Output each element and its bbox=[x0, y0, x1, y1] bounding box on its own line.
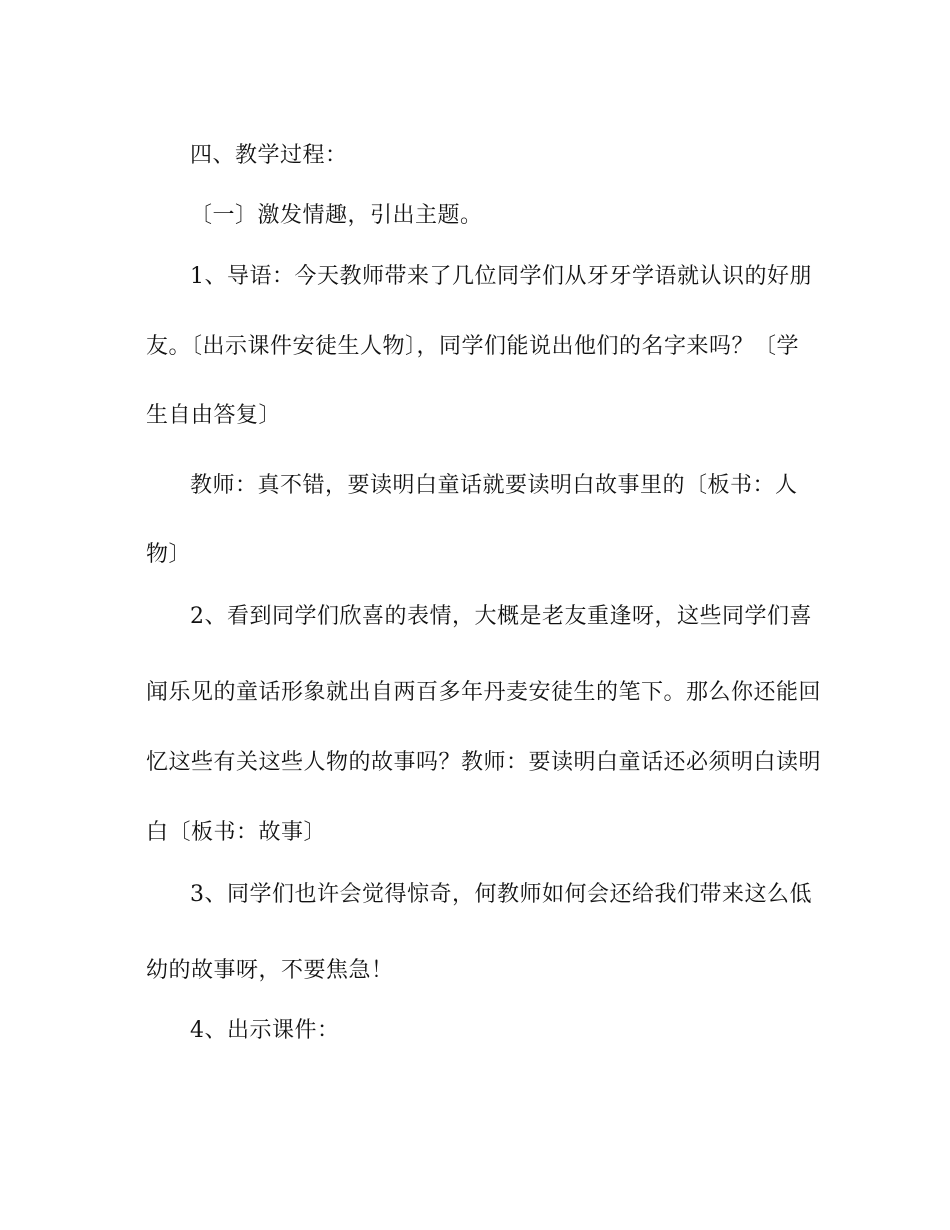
paragraph-line: 1、导语：今天教师带来了几位同学们从牙牙学语就认识的好朋 bbox=[190, 264, 812, 289]
paragraph-line: 4、出示课件： bbox=[190, 1018, 340, 1043]
subsection-heading: 〔一〕激发情趣，引出主题。 bbox=[190, 203, 483, 228]
paragraph-line: 幼的故事呀，不要焦急！ bbox=[146, 958, 394, 983]
paragraph-line: 白〔板书：故事〕 bbox=[146, 820, 327, 845]
paragraph-line: 教师：真不错，要读明白童话就要读明白故事里的〔板书：人 bbox=[190, 473, 798, 498]
paragraph-line: 2、看到同学们欣喜的表情，大概是老友重逢呀，这些同学们喜 bbox=[190, 604, 812, 629]
section-heading: 四、教学过程： bbox=[190, 143, 348, 168]
paragraph-line: 生自由答复〕 bbox=[146, 403, 282, 428]
paragraph-line: 闻乐见的童话形象就出自两百多年丹麦安徒生的笔下。那么你还能回 bbox=[146, 680, 822, 705]
paragraph-line: 物〕 bbox=[146, 542, 192, 567]
paragraph-line: 友。〔出示课件安徒生人物〕，同学们能说出他们的名字来吗？〔学 bbox=[146, 334, 800, 359]
paragraph-line: 忆这些有关这些人物的故事吗？教师：要读明白童话还必须明白读明 bbox=[146, 750, 822, 775]
paragraph-line: 3、同学们也许会觉得惊奇，何教师如何会还给我们带来这么低 bbox=[190, 882, 812, 907]
